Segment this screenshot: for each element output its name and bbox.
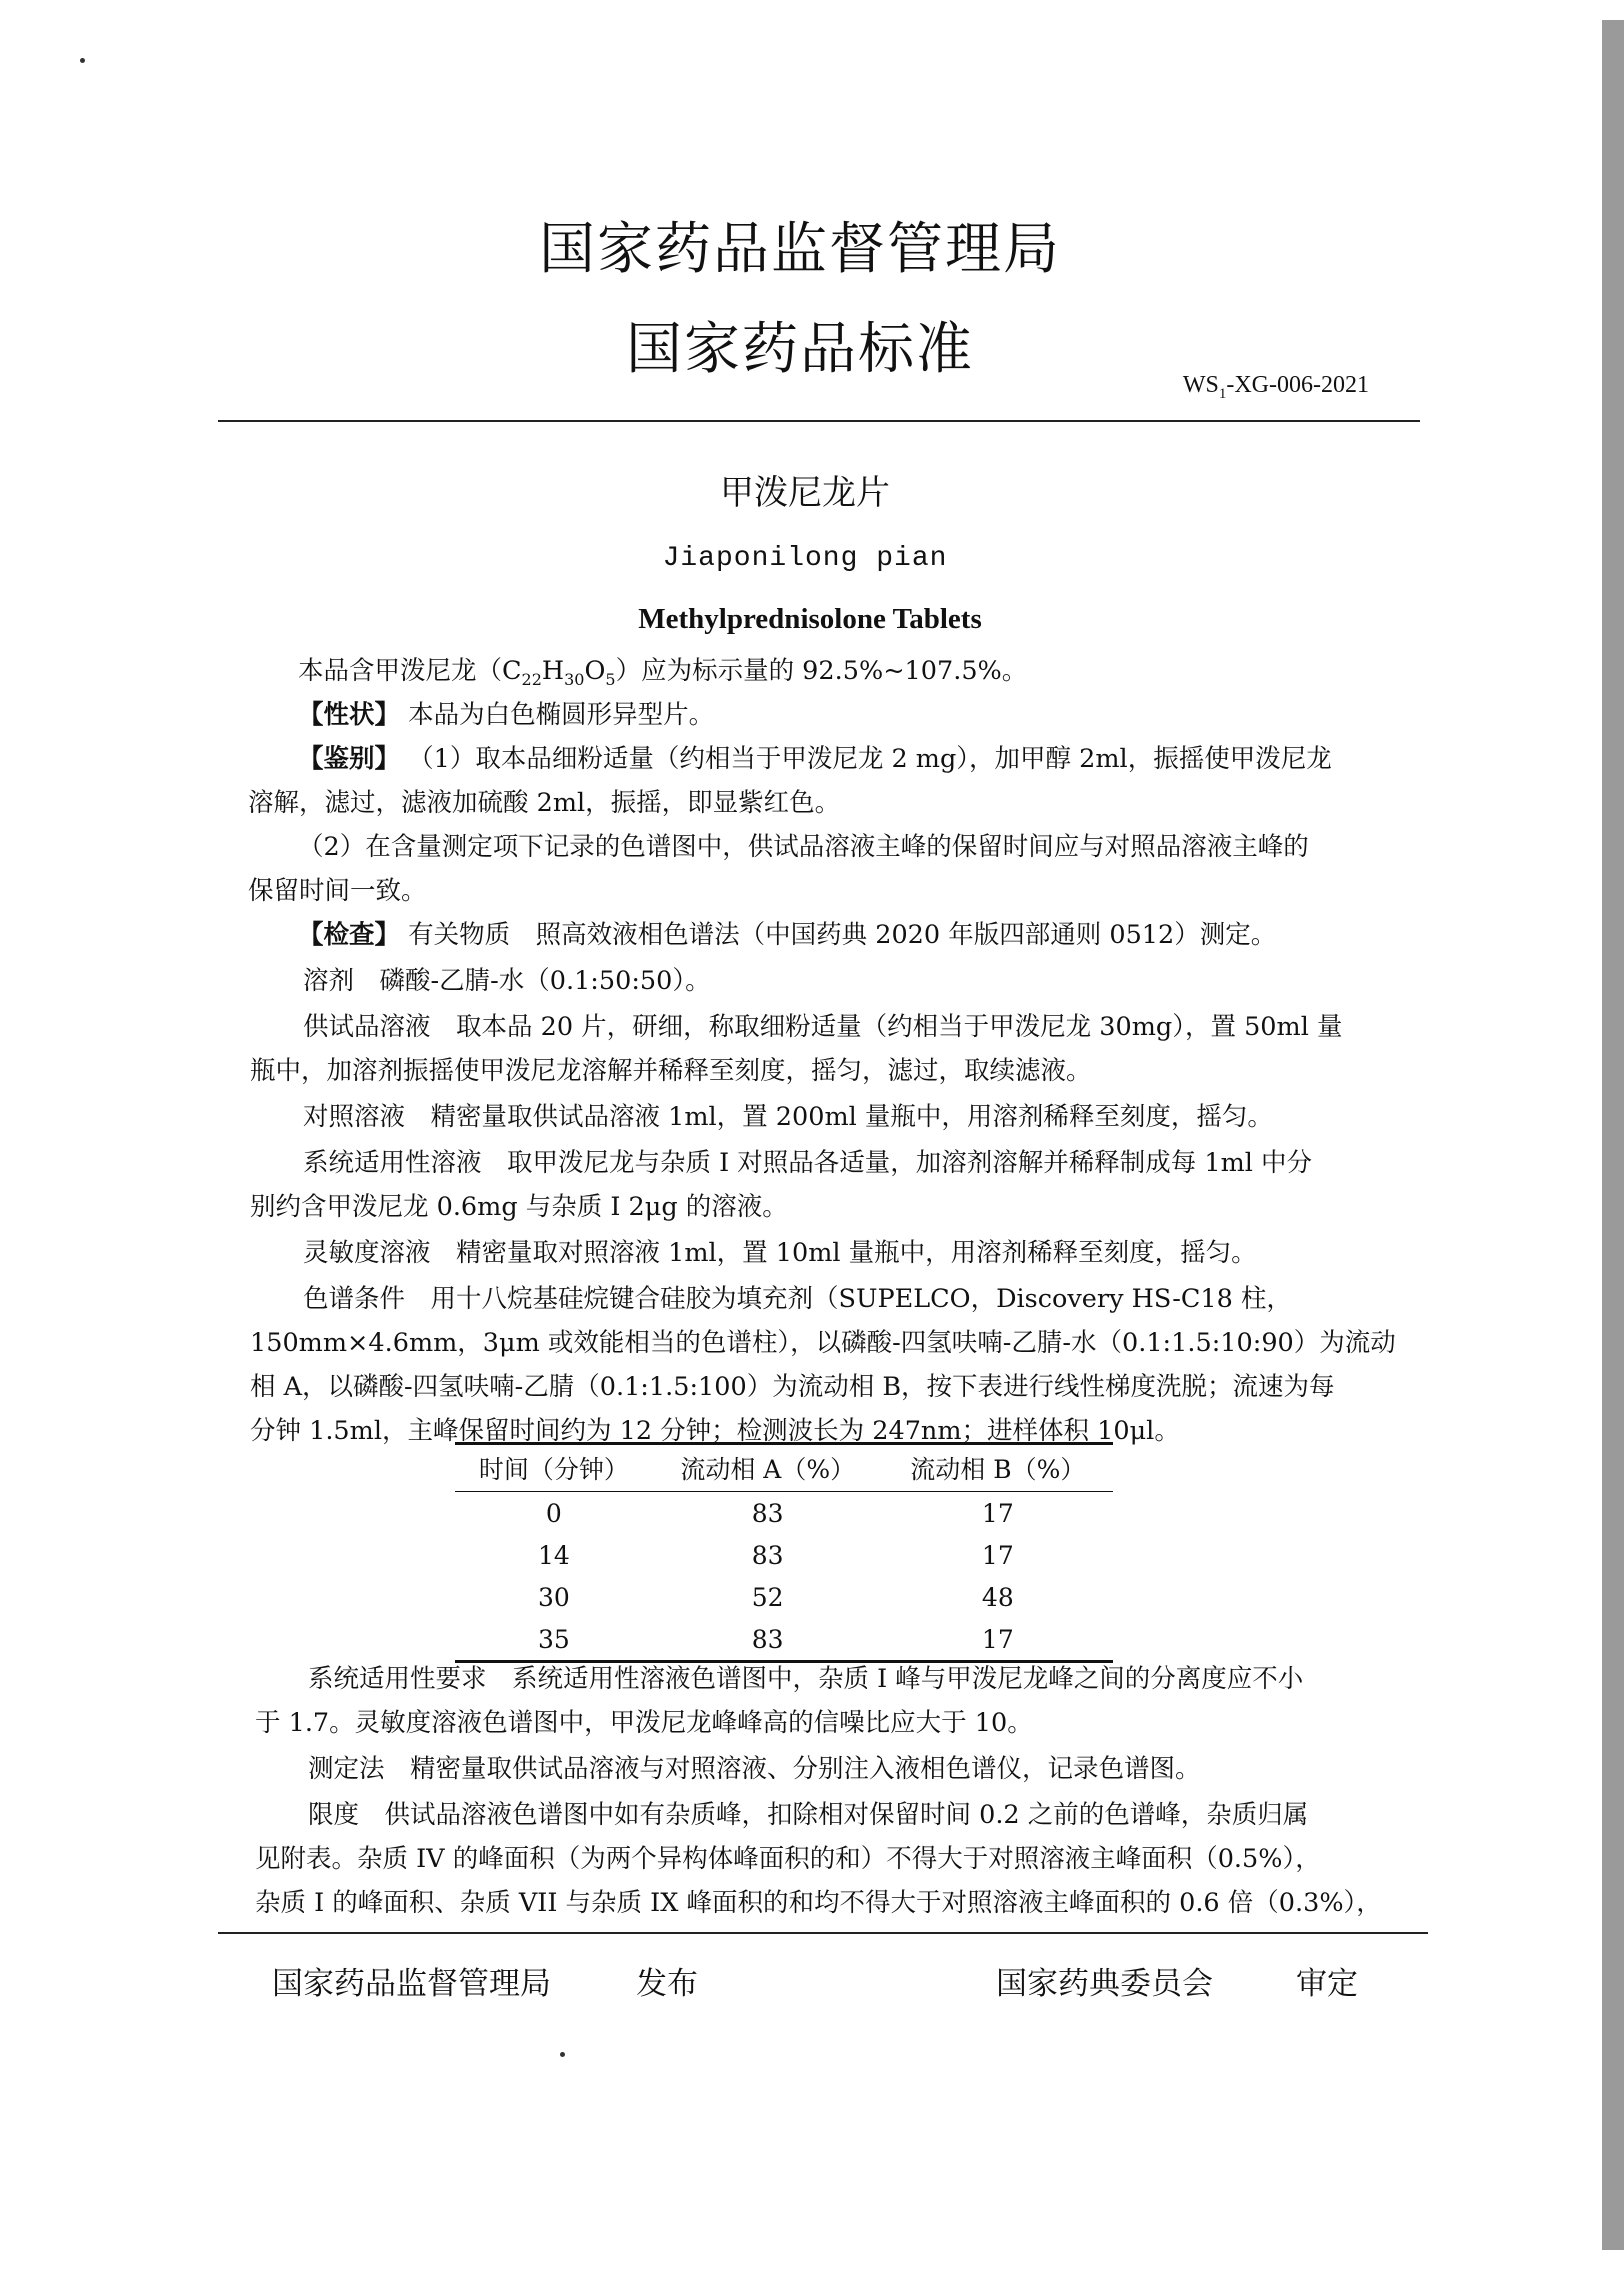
footer-divider (218, 1932, 1428, 1934)
table-header: 流动相 B（%） (883, 1444, 1113, 1492)
text-line: 对照溶液 精密量取供试品溶液 1ml，置 200ml 量瓶中，用溶剂稀释至刻度，摇匀。 (303, 1102, 1273, 1132)
description-line: 【性状】 本品为白色椭圆形异型片。 (298, 700, 715, 730)
scan-speck (80, 58, 85, 63)
table-row (455, 1618, 1113, 1662)
text-line: 供试品溶液 取本品 20 片，研细，称取细粉适量（约相当于甲泼尼龙 30mg），置 50ml 量 (303, 1012, 1343, 1042)
gradient-table (455, 1442, 1113, 1663)
product-english-name: Methylprednisolone Tablets (638, 603, 982, 635)
footer-approver: 国家药典委员会 (996, 1966, 1213, 2002)
table-cell: 83 (751, 1540, 784, 1570)
table-row (455, 1576, 1113, 1618)
text-line: 色谱条件 用十八烷基硅烷键合硅胶为填充剂（SUPELCO，Discovery HS-C18 柱， (303, 1284, 1292, 1314)
text-line: 别约含甲泼尼龙 0.6mg 与杂质 I 2μg 的溶液。 (250, 1192, 788, 1222)
table-cell: 0 (545, 1498, 562, 1528)
table-cell: 48 (981, 1582, 1014, 1612)
table-cell: 17 (981, 1540, 1014, 1570)
table-cell: 83 (653, 1618, 883, 1662)
text-line: （2）在含量测定项下记录的色谱图中，供试品溶液主峰的保留时间应与对照品溶液主峰的 (298, 832, 1309, 862)
text-line: 溶剂 磷酸-乙腈-水（0.1:50:50）。 (303, 966, 711, 996)
test-line: 【检查】 有关物质 照高效液相色谱法（中国药典 2020 年版四部通则 0512）测定。 (298, 920, 1277, 950)
table-header: 时间（分钟） (455, 1444, 653, 1492)
text-line: 于 1.7。灵敏度溶液色谱图中，甲泼尼龙峰峰高的信噪比应大于 10。 (255, 1708, 1033, 1738)
text-line: 限度 供试品溶液色谱图中如有杂质峰，扣除相对保留时间 0.2 之前的色谱峰，杂质归属 (308, 1800, 1309, 1830)
product-chinese-name: 甲泼尼龙片 (720, 473, 890, 513)
header-divider (218, 420, 1420, 422)
text-line: 见附表。杂质 IV 的峰面积（为两个异构体峰面积的和）不得大于对照溶液主峰面积（0.5%）， (255, 1844, 1321, 1874)
text-line: 相 A，以磷酸-四氢呋喃-乙腈（0.1:1.5:100）为流动相 B，按下表进行线性梯度洗脱；流速为每 (250, 1372, 1335, 1402)
text-line: 保留时间一致。 (248, 876, 427, 906)
text-line: 系统适用性要求 系统适用性溶液色谱图中，杂质 I 峰与甲泼尼龙峰之间的分离度应不小 (308, 1664, 1304, 1694)
table-cell: 35 (455, 1618, 653, 1662)
text-line: 150mm×4.6mm，3μm 或效能相当的色谱柱），以磷酸-四氢呋喃-乙腈-水（0.1:1.5:10:90）为流动 (250, 1328, 1396, 1358)
text-line: 系统适用性溶液 取甲泼尼龙与杂质 I 对照品各适量，加溶剂溶解并稀释制成每 1ml 中分 (303, 1148, 1313, 1178)
content-statement: 本品含甲泼尼龙$(C_{22}H_{30}O_5)$应为标示量的 92.5%~107.5%。 (298, 656, 1028, 690)
table-cell: 83 (751, 1498, 784, 1528)
text-line: 分钟 1.5ml，主峰保留时间约为 12 分钟；检测波长为 247nm；进样体积 10μl。 (250, 1416, 1180, 1446)
table-cell: 52 (751, 1582, 784, 1612)
text-line: 瓶中，加溶剂振摇使甲泼尼龙溶解并稀释至刻度，摇匀，滤过，取续滤液。 (250, 1056, 1092, 1086)
table-cell: 14 (537, 1540, 570, 1570)
footer-approve-action: 审定 (1296, 1966, 1358, 2002)
table-cell: 17 (981, 1498, 1014, 1528)
table-header: 流动相 A（%） (653, 1444, 883, 1492)
text-line: 灵敏度溶液 精密量取对照溶液 1ml，置 10ml 量瓶中，用溶剂稀释至刻度，摇匀。 (303, 1238, 1257, 1268)
scan-border (1602, 20, 1624, 2250)
table-header-row (455, 1444, 1113, 1492)
text-line: 杂质 I 的峰面积、杂质 VII 与杂质 IX 峰面积的和均不得大于对照溶液主峰面积的 0.6 倍（0.3%）， (255, 1888, 1382, 1918)
agency-title: 国家药品监督管理局 (539, 217, 1061, 282)
footer-issue-action: 发布 (636, 1966, 698, 2002)
footer-issuer: 国家药品监督管理局 (272, 1966, 551, 2002)
identification-line: 【鉴别】 （1）取本品细粉适量（约相当于甲泼尼龙 2 mg），加甲醇 2ml，振摇使甲泼尼龙 (298, 744, 1332, 774)
table-cell: 30 (537, 1582, 570, 1612)
standard-title: 国家药品标准 (626, 317, 974, 382)
scan-speck (560, 2052, 565, 2057)
product-pinyin-name: Jiaponilong pian (662, 543, 948, 574)
table-row (455, 1534, 1113, 1576)
text-line: 测定法 精密量取供试品溶液与对照溶液、分别注入液相色谱仪，记录色谱图。 (308, 1754, 1201, 1784)
standard-code: $WS_1-XG-006-2021$ (1182, 372, 1369, 402)
table-cell: 17 (883, 1618, 1113, 1662)
text-line: 溶解，滤过，滤液加硫酸 2ml，振摇，即显紫红色。 (248, 788, 841, 818)
table-row (455, 1492, 1113, 1535)
